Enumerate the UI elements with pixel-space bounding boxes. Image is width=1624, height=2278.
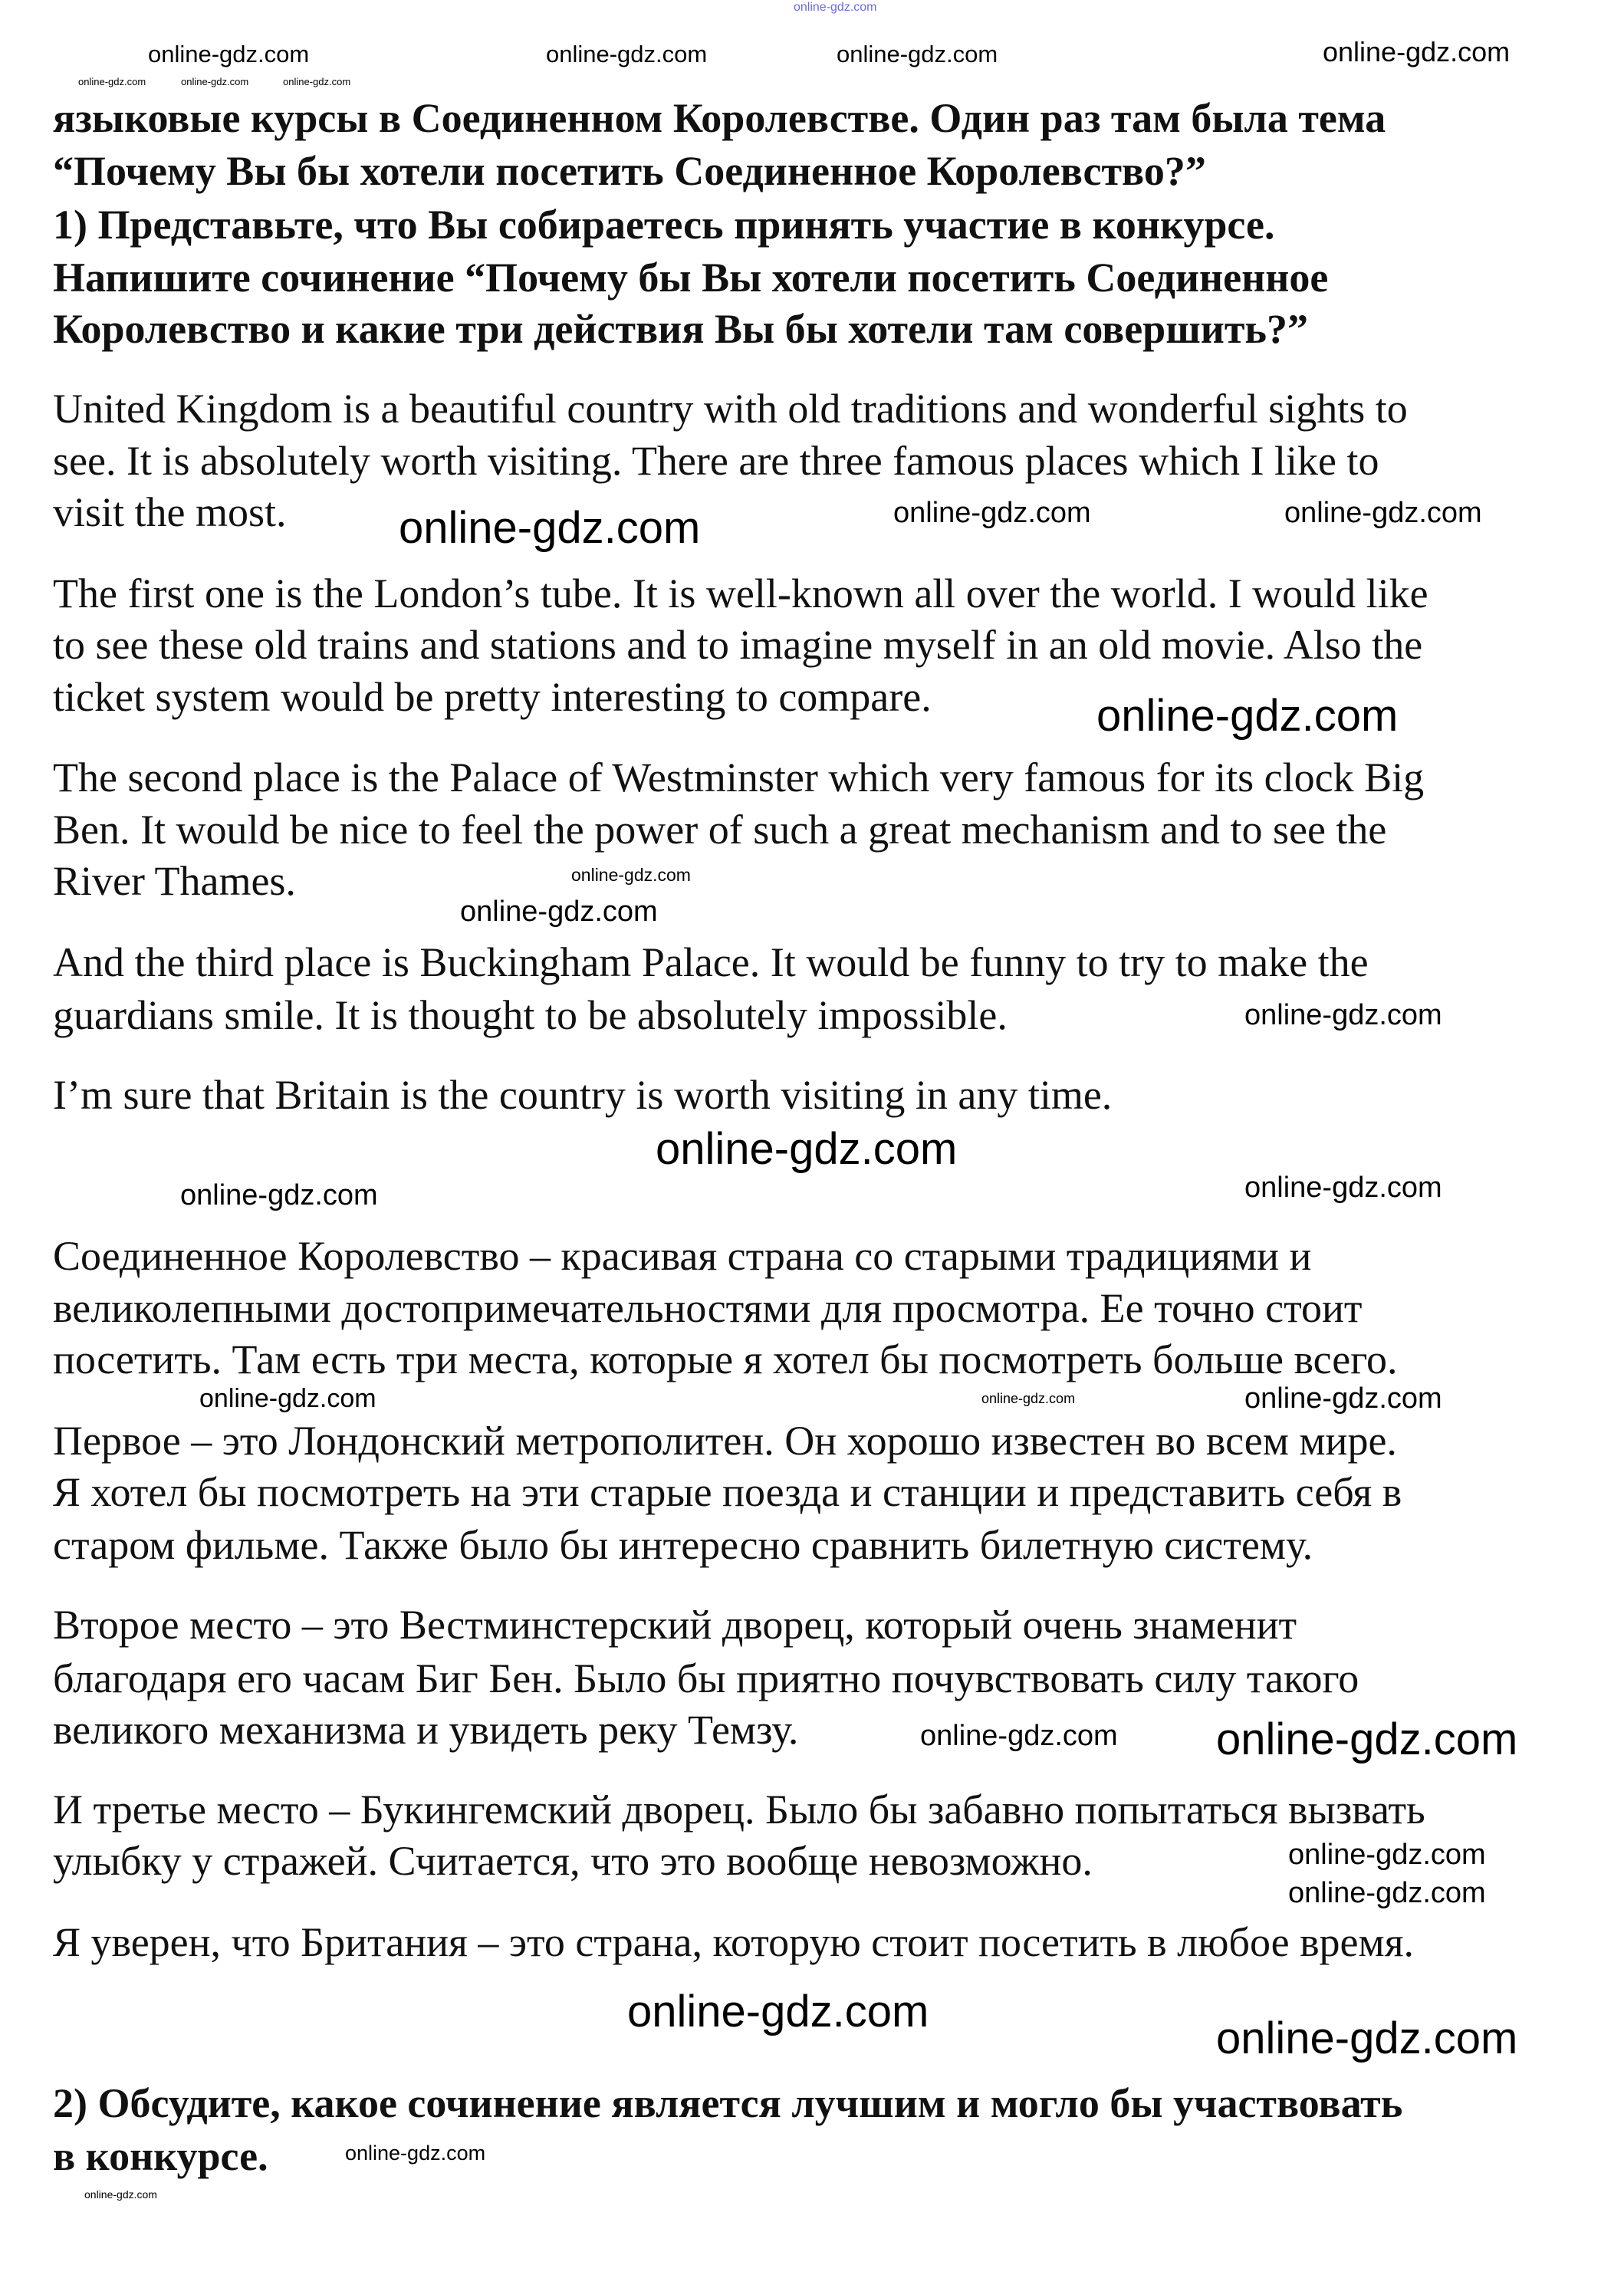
russian-paragraph-line: И третье место – Букингемский дворец. Было бы забавно попытаться вызвать <box>53 1787 1425 1833</box>
task1-line: Напишите сочинение “Почему бы Вы хотели посетить Соединенное <box>53 255 1329 301</box>
english-paragraph-line: to see these old trains and stations and to imagine myself in an old movie. Also the <box>53 622 1423 668</box>
english-paragraph-line: Ben. It would be nice to feel the power of such a great mechanism and to see the <box>53 807 1387 853</box>
watermark: online-gdz.com <box>1288 1839 1486 1871</box>
watermark: online-gdz.com <box>1216 1714 1518 1764</box>
watermark: online-gdz.com <box>1244 1382 1442 1415</box>
watermark: online-gdz.com <box>1244 999 1442 1031</box>
task1-line: Королевство и какие три действия Вы бы хотели там совершить?” <box>53 306 1308 352</box>
russian-paragraph-line: Соединенное Королевство – красивая страна со старыми традициями и <box>53 1233 1312 1279</box>
english-paragraph-line: United Kingdom is a beautiful country with old traditions and wonderful sights to <box>53 386 1408 432</box>
watermark: online-gdz.com <box>148 41 310 67</box>
russian-paragraph-line: старом фильме. Также было бы интересно сравнить билетную систему. <box>53 1522 1313 1568</box>
russian-paragraph-line: благодаря его часам Биг Бен. Было бы приятно почувствовать силу такого <box>53 1655 1359 1701</box>
watermark: online-gdz.com <box>571 865 691 885</box>
task2-line: в конкурсе. <box>53 2133 268 2179</box>
watermark: online-gdz.com <box>78 76 146 87</box>
watermark: online-gdz.com <box>399 503 701 553</box>
watermark: online-gdz.com <box>460 896 658 928</box>
watermark: online-gdz.com <box>1323 36 1511 67</box>
russian-paragraph-line: Я уверен, что Британия – это страна, которую стоит посетить в любое время. <box>53 1919 1415 1965</box>
watermark: online-gdz.com <box>1288 1877 1486 1909</box>
watermark: online-gdz.com <box>981 1391 1076 1406</box>
english-paragraph-line: River Thames. <box>53 858 296 904</box>
watermark: online-gdz.com <box>181 76 249 87</box>
russian-paragraph-line: Я хотел бы посмотреть на эти старые поезда и станции и представить себя в <box>53 1469 1402 1515</box>
watermark: online-gdz.com <box>1216 2013 1518 2063</box>
russian-paragraph-line: Второе место – это Вестминстерский дворец, который очень знаменит <box>53 1602 1297 1648</box>
russian-paragraph-line: великолепными достопримечательностями для просмотра. Ее точно стоит <box>53 1285 1363 1331</box>
english-paragraph-line: The second place is the Palace of Westminster which very famous for its clock Big <box>53 754 1425 800</box>
english-paragraph-line: And the third place is Buckingham Palace. It would be funny to try to make the <box>53 939 1369 985</box>
english-paragraph-line: see. It is absolutely worth visiting. There are three famous places which I like to <box>53 438 1379 484</box>
watermark: online-gdz.com <box>794 1 877 14</box>
watermark: online-gdz.com <box>345 2142 486 2165</box>
watermark: online-gdz.com <box>837 41 998 67</box>
english-paragraph-line: I’m sure that Britain is the country is worth visiting in any time. <box>53 1072 1113 1118</box>
watermark: online-gdz.com <box>1096 691 1399 741</box>
task1-line: 1) Представьте, что Вы собираетесь принять участие в конкурсе. <box>53 202 1275 248</box>
watermark: online-gdz.com <box>84 2188 157 2201</box>
watermark: online-gdz.com <box>199 1384 376 1413</box>
watermark: online-gdz.com <box>656 1124 958 1174</box>
task-intro-line: языковые курсы в Соединенном Королевстве. Один раз там была тема <box>53 95 1386 141</box>
english-paragraph-line: visit the most. <box>53 489 287 535</box>
watermark: online-gdz.com <box>627 1987 929 2036</box>
english-paragraph-line: The first one is the London’s tube. It is well-known all over the world. I would like <box>53 570 1428 616</box>
task-intro-line: “Почему Вы бы хотели посетить Соединенное Королевство?” <box>53 148 1206 194</box>
russian-paragraph-line: великого механизма и увидеть реку Темзу. <box>53 1707 799 1753</box>
watermark: online-gdz.com <box>1284 497 1482 529</box>
watermark: online-gdz.com <box>180 1179 378 1211</box>
english-paragraph-line: guardians smile. It is thought to be absolutely impossible. <box>53 992 1008 1038</box>
russian-paragraph-line: улыбку у стражей. Считается, что это вообще невозможно. <box>53 1838 1093 1884</box>
russian-paragraph-line: посетить. Там есть три места, которые я хотел бы посмотреть больше всего. <box>53 1336 1398 1382</box>
watermark: online-gdz.com <box>920 1720 1118 1752</box>
watermark: online-gdz.com <box>283 76 351 87</box>
watermark: online-gdz.com <box>1244 1172 1442 1204</box>
task2-line: 2) Обсудите, какое сочинение является лучшим и могло бы участвовать <box>53 2080 1403 2126</box>
english-paragraph-line: ticket system would be pretty interesting to compare. <box>53 674 932 720</box>
watermark: online-gdz.com <box>546 41 708 67</box>
watermark: online-gdz.com <box>893 497 1091 529</box>
russian-paragraph-line: Первое – это Лондонский метрополитен. Он хорошо известен во всем мире. <box>53 1418 1397 1464</box>
